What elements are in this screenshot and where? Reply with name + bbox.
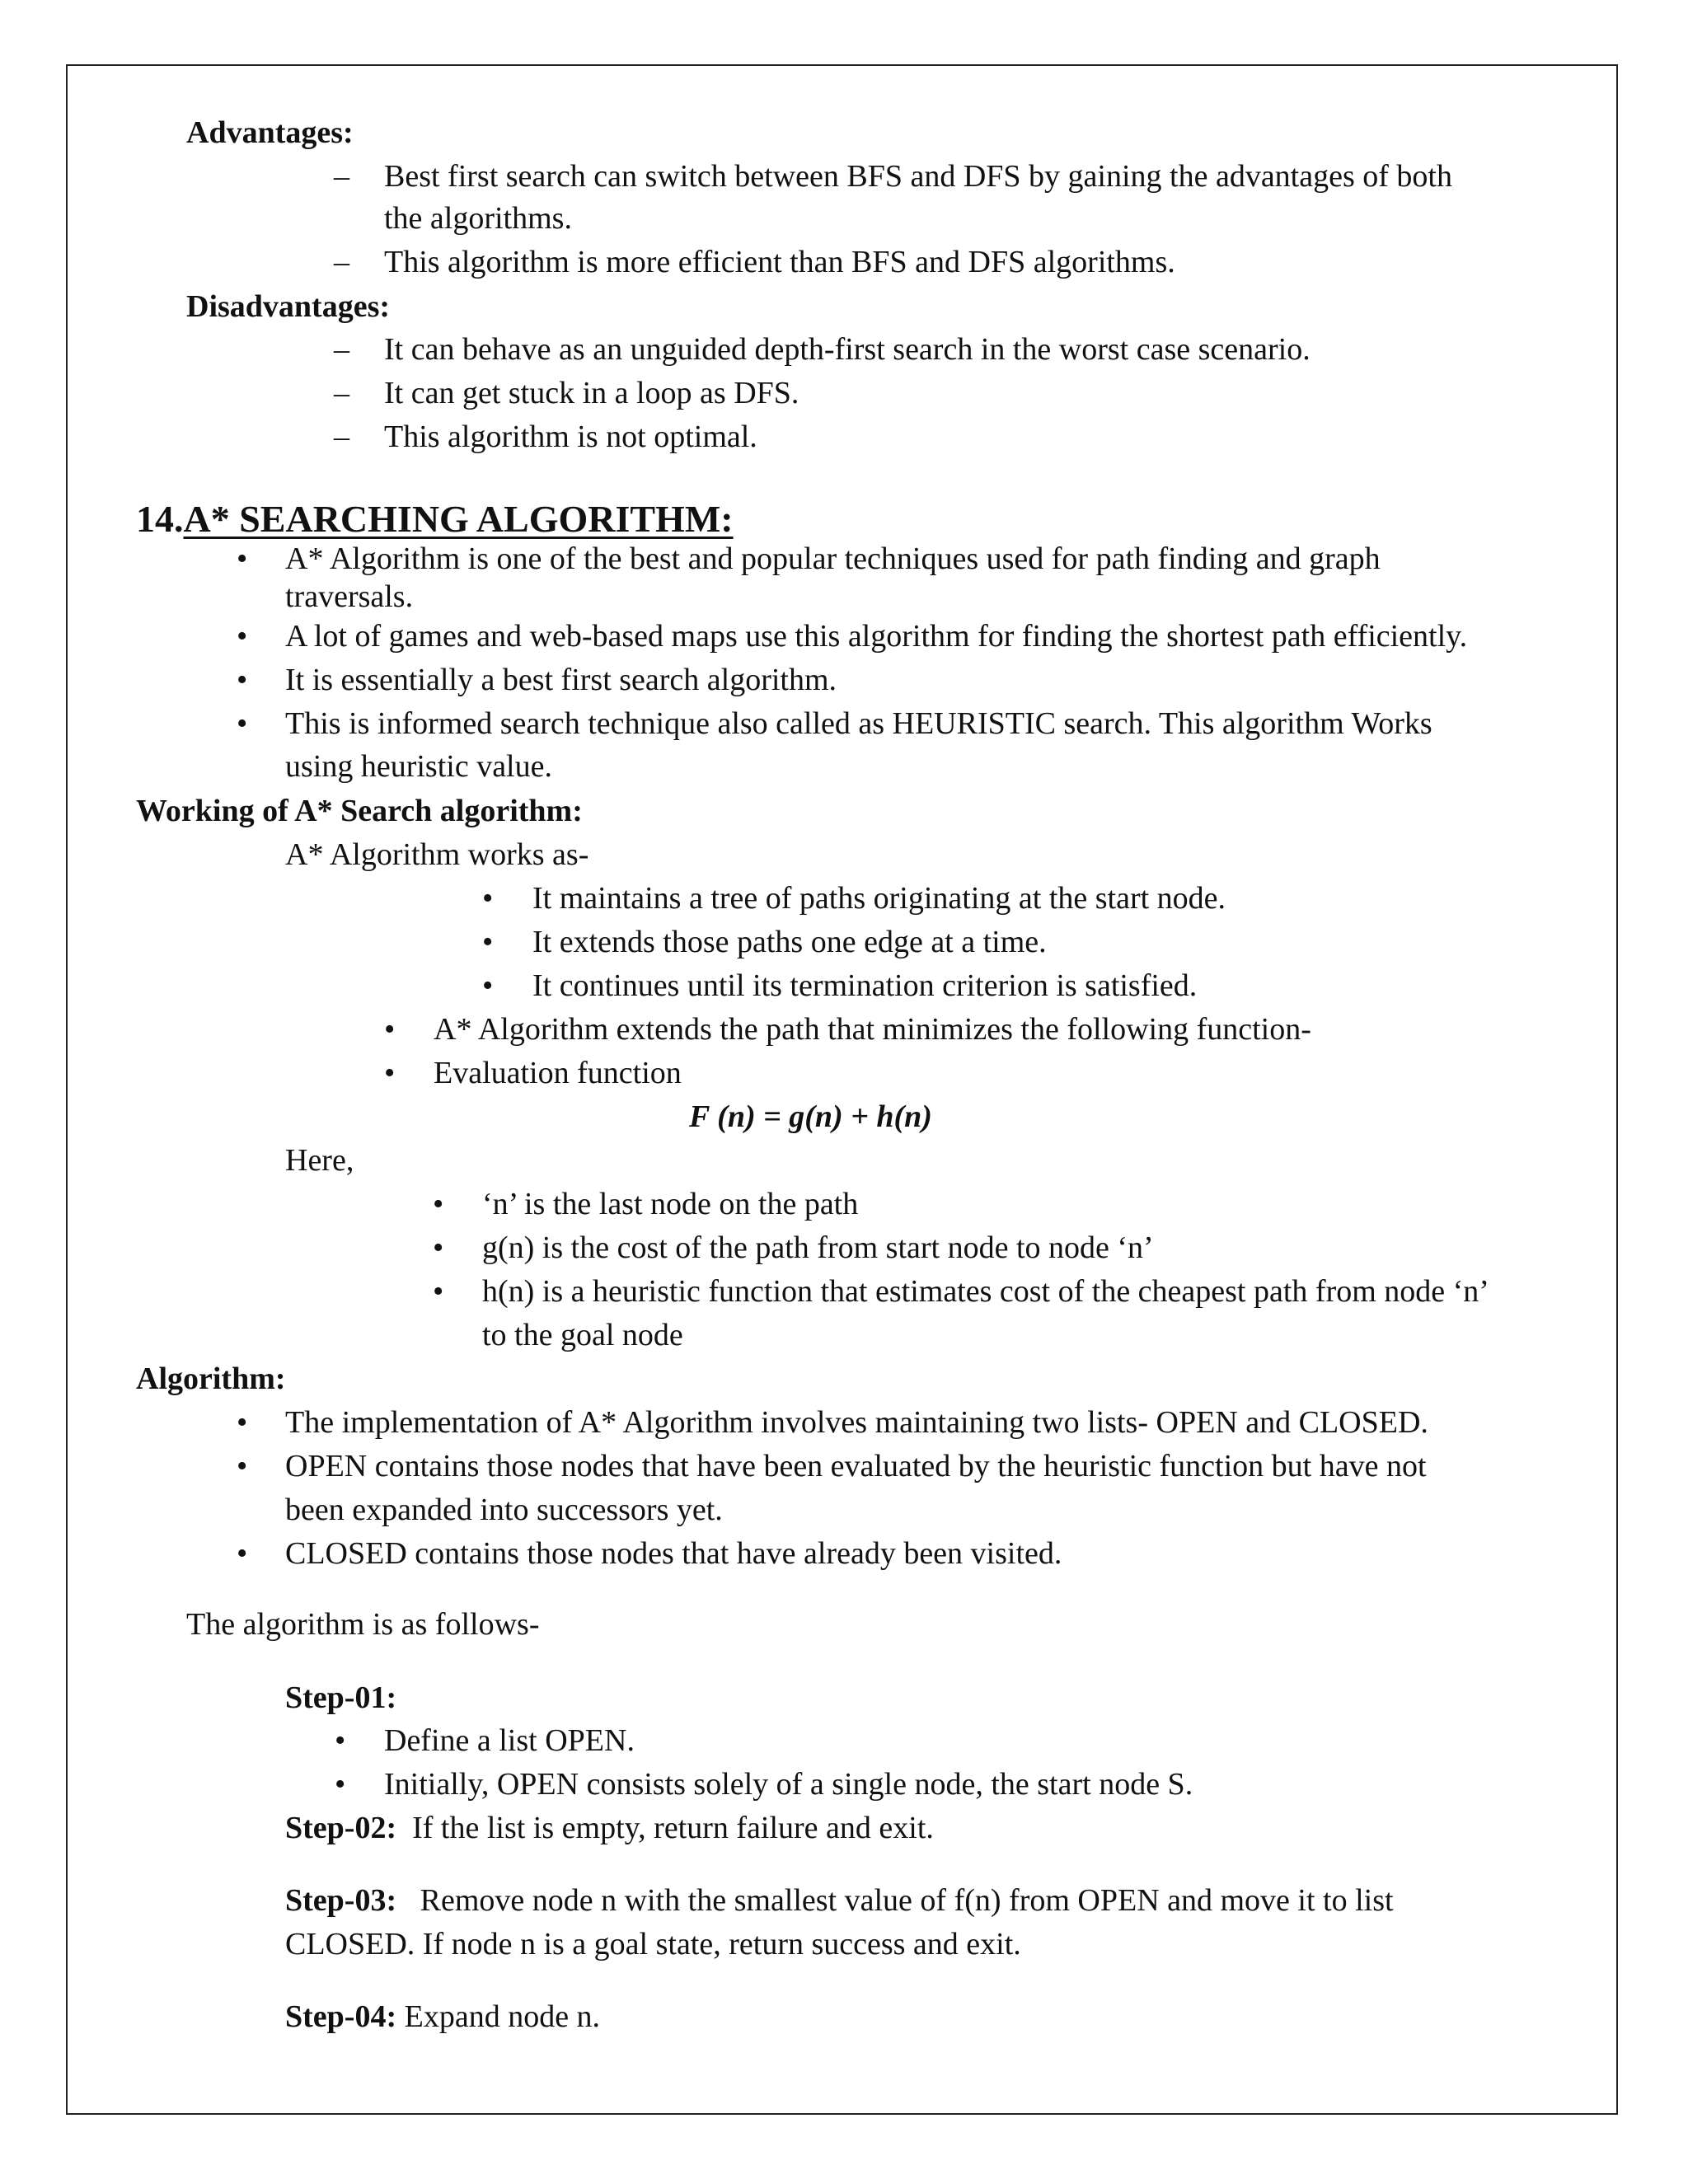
step-03-label: Step-03: [285, 1883, 397, 1918]
section-bullet: A lot of games and web-based maps use this algorithm for finding the shortest path efficiently. [285, 619, 1468, 654]
disadvantage-item: This algorithm is not optimal. [384, 419, 757, 454]
step-02-text: If the list is empty, return failure and exit. [412, 1811, 934, 1845]
advantage-item: Best first search can switch between BFS and DFS by gaining the advantages of both [384, 159, 1452, 194]
step-03-text-continued: CLOSED. If node n is a goal state, return success and exit. [285, 1927, 1021, 1961]
algorithm-bullet: OPEN contains those nodes that have been evaluated by the heuristic function but have not [285, 1449, 1427, 1483]
definition-item-continued: to the goal node [482, 1318, 683, 1352]
section-bullet: It is essentially a best first search algorithm. [285, 663, 837, 697]
bullet-marker: • [237, 1449, 248, 1483]
advantage-item-continued: the algorithms. [384, 201, 572, 236]
section-bullet-continued: traversals. [285, 579, 414, 614]
working-bullet: A* Algorithm extends the path that minimizes the following function- [434, 1012, 1311, 1047]
section-number: 14. [136, 498, 184, 540]
dash-marker: – [334, 376, 349, 410]
bullet-marker: • [237, 1536, 248, 1571]
bullet-marker: • [433, 1230, 444, 1265]
disadvantages-heading: Disadvantages: [186, 289, 391, 324]
evaluation-formula: F (n) = g(n) + h(n) [689, 1099, 932, 1134]
bullet-marker: • [335, 1767, 346, 1802]
step-03 [285, 1881, 1394, 1920]
page-border [66, 64, 1618, 2115]
bullet-marker: • [384, 1012, 396, 1047]
step-04-label: Step-04: [285, 1999, 397, 2034]
bullet-marker: • [433, 1187, 444, 1221]
bullet-marker: • [482, 968, 494, 1003]
bullet-marker: • [237, 706, 248, 741]
step-03-text: Remove node n with the smallest value of f(n) from OPEN and move it to list [420, 1883, 1394, 1918]
algorithm-bullet: CLOSED contains those nodes that have already been visited. [285, 1536, 1062, 1571]
definition-item: ‘n’ is the last node on the path [482, 1187, 859, 1221]
working-bullet: Evaluation function [434, 1056, 682, 1090]
step-01-label: Step-01: [285, 1680, 397, 1715]
dash-marker: – [334, 419, 349, 454]
working-intro: A* Algorithm works as- [285, 837, 589, 872]
step-04-text: Expand node n. [404, 1999, 601, 2034]
bullet-marker: • [237, 1405, 248, 1440]
bullet-marker: • [237, 619, 248, 654]
algorithm-follows: The algorithm is as follows- [186, 1607, 540, 1642]
here-label: Here, [285, 1143, 354, 1178]
section-bullet: This is informed search technique also called as HEURISTIC search. This algorithm Works [285, 706, 1432, 741]
section-title: A* SEARCHING ALGORITHM: [183, 498, 734, 540]
step-01-item: Initially, OPEN consists solely of a single node, the start node S. [384, 1767, 1193, 1802]
step-04 [285, 1997, 600, 2036]
disadvantage-item: It can get stuck in a loop as DFS. [384, 376, 799, 410]
section-heading [136, 496, 734, 542]
bullet-marker: • [384, 1056, 396, 1090]
working-heading: Working of A* Search algorithm: [136, 794, 583, 828]
bullet-marker: • [482, 925, 494, 959]
bullet-marker: • [237, 663, 248, 697]
section-bullet-continued: using heuristic value. [285, 749, 552, 784]
dash-marker: – [334, 245, 349, 279]
bullet-marker: • [237, 541, 248, 576]
algorithm-heading: Algorithm: [136, 1361, 286, 1396]
bullet-marker: • [433, 1274, 444, 1309]
step-02 [285, 1808, 934, 1848]
dash-marker: – [334, 332, 349, 367]
bullet-marker: • [335, 1723, 346, 1758]
definition-item: g(n) is the cost of the path from start node to node ‘n’ [482, 1230, 1154, 1265]
dash-marker: – [334, 159, 349, 194]
working-sub-bullet: It extends those paths one edge at a time. [532, 925, 1047, 959]
step-01-item: Define a list OPEN. [384, 1723, 635, 1758]
bullet-marker: • [482, 881, 494, 916]
working-sub-bullet: It continues until its termination criterion is satisfied. [532, 968, 1198, 1003]
working-sub-bullet: It maintains a tree of paths originating at the start node. [532, 881, 1226, 916]
disadvantage-item: It can behave as an unguided depth-first search in the worst case scenario. [384, 332, 1311, 367]
definition-item: h(n) is a heuristic function that estimates cost of the cheapest path from node ‘n’ [482, 1274, 1489, 1309]
algorithm-bullet-continued: been expanded into successors yet. [285, 1493, 723, 1527]
step-02-label: Step-02: [285, 1811, 397, 1845]
algorithm-bullet: The implementation of A* Algorithm involves maintaining two lists- OPEN and CLOSED. [285, 1405, 1428, 1440]
advantage-item: This algorithm is more efficient than BFS and DFS algorithms. [384, 245, 1175, 279]
advantages-heading: Advantages: [186, 115, 354, 150]
section-bullet: A* Algorithm is one of the best and popular techniques used for path finding and graph [285, 541, 1381, 576]
